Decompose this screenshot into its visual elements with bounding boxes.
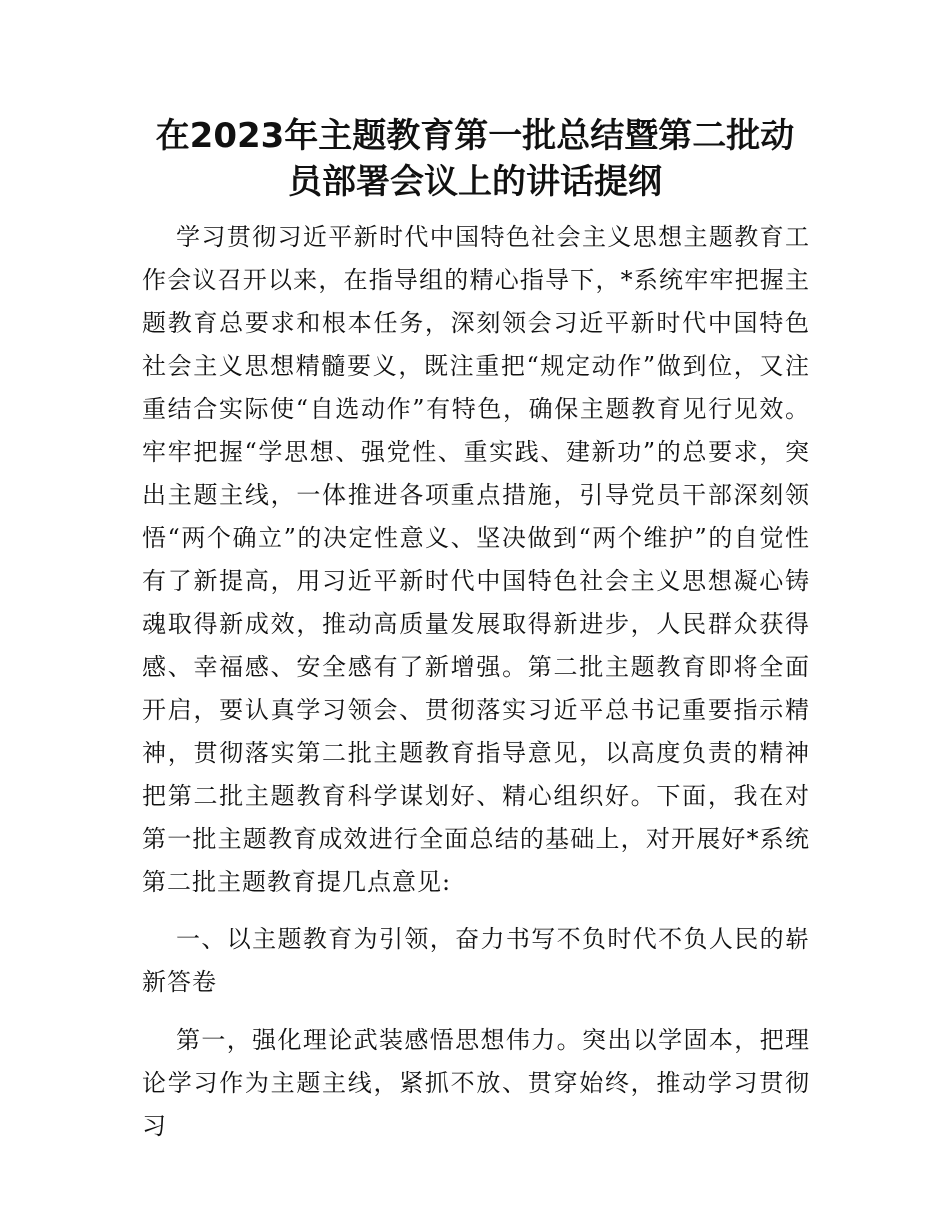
document-title: 在2023年主题教育第一批总结暨第二批动员部署会议上的讲话提纲 bbox=[155, 116, 795, 202]
body-paragraph-intro: 学习贯彻习近平新时代中国特色社会主义思想主题教育工作会议召开以来，在指导组的精心指导下，*系统牢牢把握主题教育总要求和根本任务，深刻领会习近平新时代中国特色社会主义思想精髓要义，既注重把“规定动作”做到位，又注重结合实际使“自选动作”有特色，确保主题教育见行见效。牢牢把握“学思想、强党性、重实践、建新功”的总要求，突出主题主线，一体推进各项重点措施，引导党员干部深刻领悟“两个确立”的决定性意义、坚决做到“两个维护”的自觉性有了新提高，用习近平新时代中国特色社会主义思想凝心铸魂取得新成效，推动高质量发展取得新进步，人民群众获得感、幸福感、安全感有了新增强。第二批主题教育即将全面开启，要认真学习领会、贯彻落实习近平总书记重要指示精神，贯彻落实第二批主题教育指导意见，以高度负责的精神把第二批主题教育科学谋划好、精心组织好。下面，我在对第一批主题教育成效进行全面总结的基础上，对开展好*系统第二批主题教育提几点意见: bbox=[142, 223, 810, 896]
body-paragraph-first-point: 第一，强化理论武装感悟思想伟力。突出以学固本，把理论学习作为主题主线，紧抓不放、贯穿始终，推动学习贯彻习 bbox=[142, 1026, 810, 1140]
section-heading-one: 一、以主题教育为引领，奋力书写不负时代不负人民的崭新答卷 bbox=[142, 925, 810, 996]
